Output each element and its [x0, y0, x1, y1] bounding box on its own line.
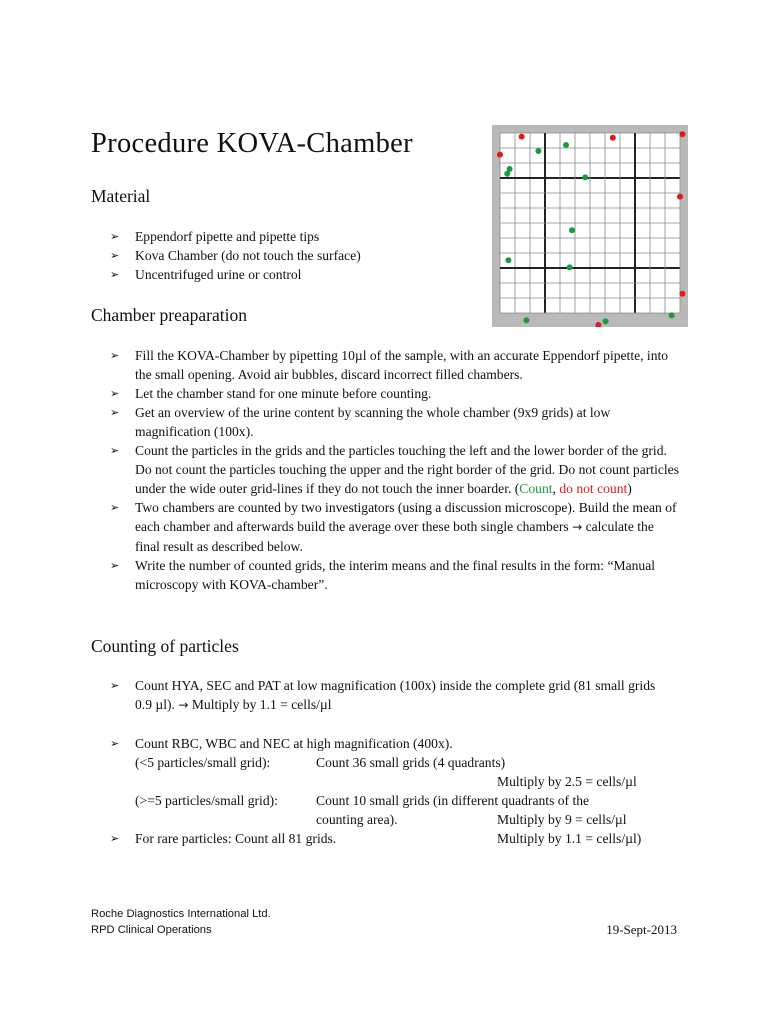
list-item: ➢ Two chambers are counted by two investigators (using a discussion microscope). Build the mean of each chamber and afterwards build the average over these both single chambers → calculate the final result as described below. — [110, 500, 677, 554]
material-list — [110, 227, 361, 284]
not-counted-particle-dot — [679, 131, 685, 137]
rule-row: (<5 particles/small grid): Count 36 small grids (4 quadrants) — [135, 755, 506, 770]
not-counted-particle-dot — [497, 152, 503, 158]
arrow-bullet-icon: ➢ — [110, 349, 120, 362]
arrow-bullet-icon: ➢ — [110, 230, 120, 243]
list-item: ➢ Kova Chamber (do not touch the surface) — [110, 248, 361, 263]
preparation-heading: Chamber preaparation — [91, 305, 247, 325]
arrow-bullet-icon: ➢ — [110, 268, 120, 281]
arrow-bullet-icon: ➢ — [110, 559, 120, 572]
kova-grid-illustration — [492, 125, 688, 327]
preparation-list — [110, 346, 680, 594]
list-item: ➢ Write the number of counted grids, the interim means and the final results in the form: “Manual microscopy with KOVA-chamber”. — [110, 558, 656, 592]
page-title: Procedure KOVA-Chamber — [91, 128, 413, 159]
list-item: ➢ For rare particles: Count all 81 grids. Multiply by 1.1 = cells/µl) — [110, 831, 642, 846]
list-item: ➢ Fill the KOVA-Chamber by pipetting 10µl of the sample, with an accurate Eppendorf pipette, into the small opening. Avoid air bubbles, discard incorrect filled chambers. — [110, 348, 669, 382]
arrow-bullet-icon: ➢ — [110, 387, 120, 400]
not-counted-particle-dot — [519, 134, 525, 140]
arrow-bullet-icon: ➢ — [110, 444, 120, 457]
counted-particle-dot — [504, 171, 510, 177]
counted-particle-dot — [569, 227, 575, 233]
rule-row: counting area). Multiply by 9 = cells/µl — [316, 812, 627, 827]
list-item: ➢ Count HYA, SEC and PAT at low magnification (100x) inside the complete grid (81 small grids 0.9 µl). → Multiply by 1.1 = cells/µl — [110, 678, 656, 712]
arrow-right-icon: → — [178, 698, 189, 712]
do-not-count-legend: do not count — [559, 481, 628, 496]
counted-particle-dot — [505, 257, 511, 263]
list-item: ➢ Count the particles in the grids and the particles touching the left and the lower border of the grid. Do not count the particles touching the upper and the right border of the grid. Do not count particles under the wide outer grid-lines if they do not touch the inner boarder. (Count, do not count) — [110, 443, 679, 496]
material-heading: Material — [91, 186, 151, 206]
counted-particle-dot — [603, 318, 609, 324]
counted-particle-dot — [582, 174, 588, 180]
count-legend: Count — [519, 481, 553, 496]
not-counted-particle-dot — [677, 194, 683, 200]
arrow-right-icon: → — [572, 520, 583, 534]
arrow-bullet-icon: ➢ — [110, 679, 120, 692]
counted-particle-dot — [567, 264, 573, 270]
list-item: ➢ Uncentrifuged urine or control — [110, 267, 302, 282]
footer-date: 19-Sept-2013 — [606, 922, 677, 937]
list-item: ➢ Count RBC, WBC and NEC at high magnification (400x). (<5 particles/small grid): Count 36 small grids (4 quadrants) Multiply by 2.5 = cells/µl (>=5 particles/small grid): Count 10 small grids (in different quadrants of the counting area). Multiply by 9 = cells/µl — [110, 734, 670, 829]
list-item: ➢ Eppendorf pipette and pipette tips — [110, 229, 320, 244]
rule-row: (>=5 particles/small grid): Count 10 small grids (in different quadrants of the — [135, 793, 590, 808]
list-item: ➢ Let the chamber stand for one minute before counting. — [110, 386, 432, 401]
arrow-bullet-icon: ➢ — [110, 832, 120, 845]
counted-particle-dot — [669, 312, 675, 318]
rule-row: Multiply by 2.5 = cells/µl — [497, 774, 637, 789]
not-counted-particle-dot — [610, 135, 616, 141]
list-item: ➢ Get an overview of the urine content by scanning the whole chamber (9x9 grids) at low magnification (100x). — [110, 405, 611, 439]
counted-particle-dot — [523, 317, 529, 323]
not-counted-particle-dot — [679, 291, 685, 297]
arrow-bullet-icon: ➢ — [110, 249, 120, 262]
counting-heading: Counting of particles — [91, 636, 239, 656]
footer-company: Roche Diagnostics International Ltd. — [91, 908, 271, 920]
counted-particle-dot — [535, 148, 541, 154]
arrow-bullet-icon: ➢ — [110, 406, 120, 419]
arrow-bullet-icon: ➢ — [110, 501, 120, 514]
footer-department: RPD Clinical Operations — [91, 924, 212, 936]
counting-list — [110, 676, 670, 848]
arrow-bullet-icon: ➢ — [110, 737, 120, 750]
counted-particle-dot — [563, 142, 569, 148]
